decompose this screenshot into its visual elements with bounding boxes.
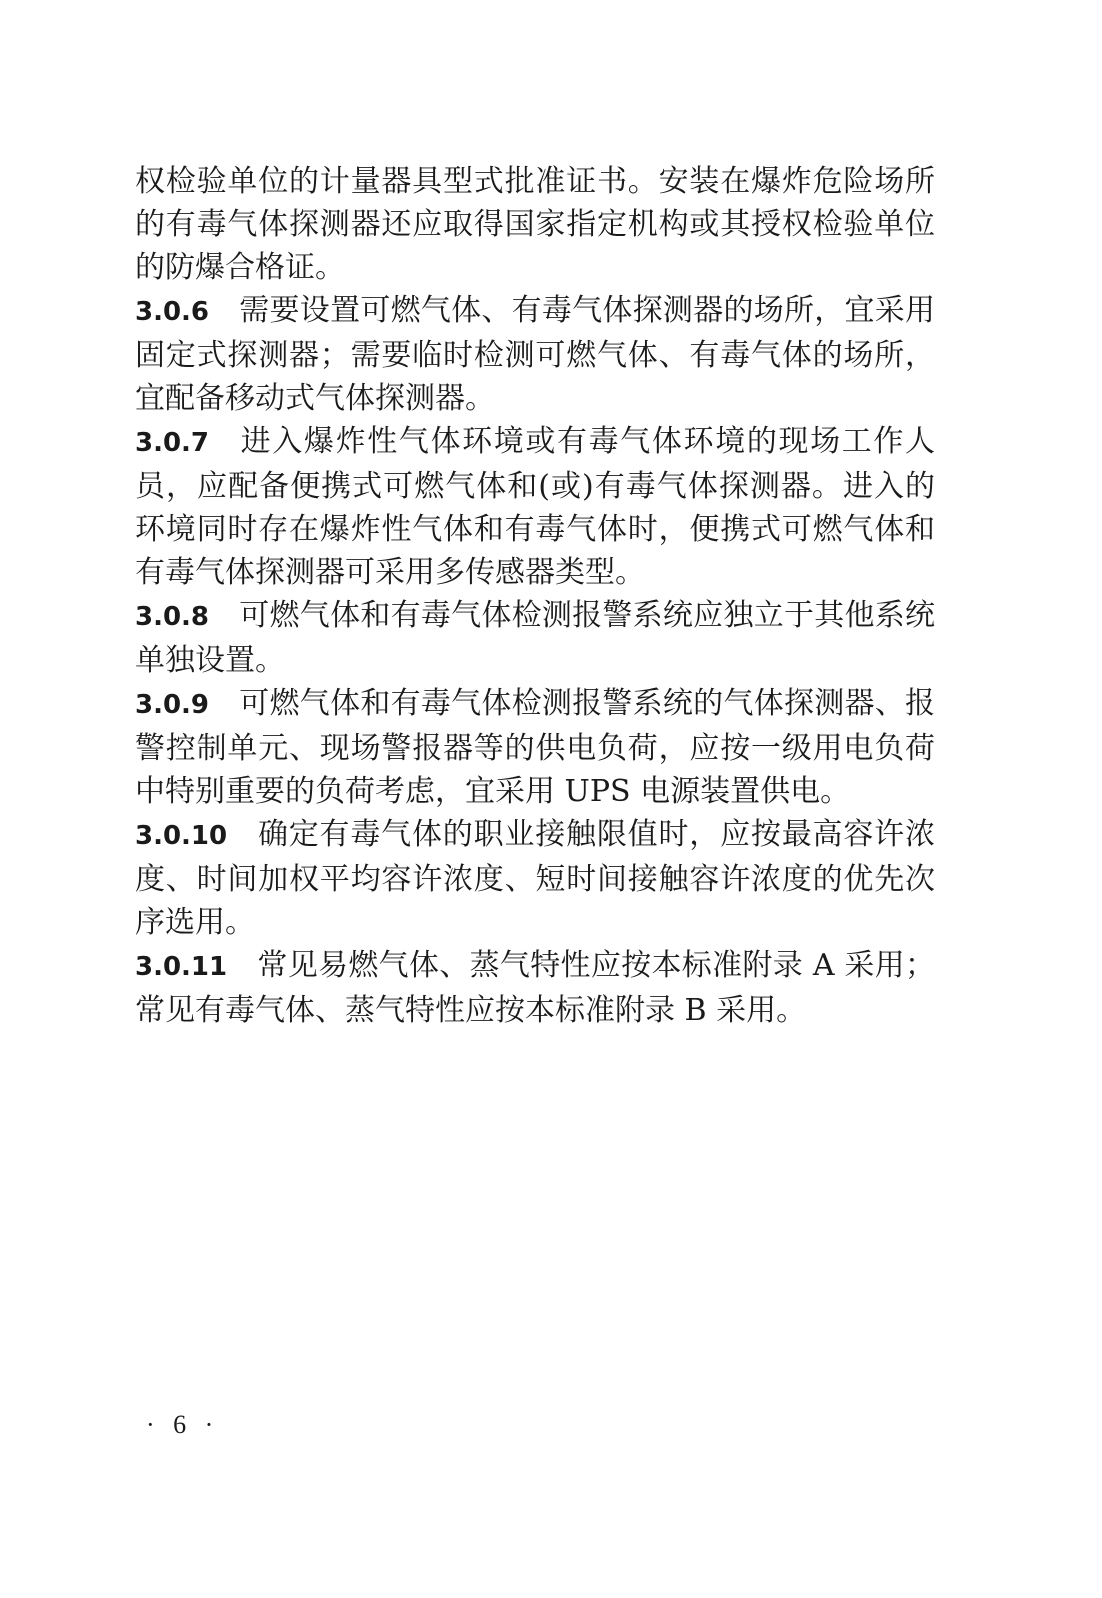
clause-number: 3.0.7 bbox=[135, 428, 210, 458]
clause-text: 确定有毒气体的职业接触限值时，应按最高容许浓度、时间加权平均容许浓度、短时间接触容许浓度的优先次序选用。 bbox=[135, 817, 935, 940]
clause-text: 需要设置可燃气体、有毒气体探测器的场所，宜采用固定式探测器；需要临时检测可燃气体、有毒气体的场所，宜配备移动式气体探测器。 bbox=[135, 293, 935, 416]
clause-3-0-7 bbox=[135, 420, 935, 594]
clause-3-0-10 bbox=[135, 813, 935, 944]
continuation-paragraph: 权检验单位的计量器具型式批准证书。安装在爆炸危险场所的有毒气体探测器还应取得国家指定机构或其授权检验单位的防爆合格证。 bbox=[135, 164, 935, 285]
clause-number: 3.0.8 bbox=[135, 602, 210, 632]
clause-text: 可燃气体和有毒气体检测报警系统的气体探测器、报警控制单元、现场警报器等的供电负荷，应按一级用电负荷中特别重要的负荷考虑，宜采用 UPS 电源装置供电。 bbox=[135, 686, 935, 809]
clause-3-0-6 bbox=[135, 289, 935, 420]
clause-3-0-11 bbox=[135, 944, 935, 1032]
clause-number: 3.0.10 bbox=[135, 821, 228, 851]
clause-3-0-9 bbox=[135, 682, 935, 813]
page-number: · 6 · bbox=[146, 1410, 220, 1439]
clause-3-0-8 bbox=[135, 594, 935, 682]
document-body bbox=[135, 160, 935, 1032]
clause-number: 3.0.9 bbox=[135, 690, 210, 720]
clause-number: 3.0.11 bbox=[135, 952, 228, 982]
clause-text: 进入爆炸性气体环境或有毒气体环境的现场工作人员，应配备便携式可燃气体和(或)有毒气体探测器。进入的环境同时存在爆炸性气体和有毒气体时，便携式可燃气体和有毒气体探测器可采用多传感器类型。 bbox=[135, 424, 935, 590]
clause-text: 可燃气体和有毒气体检测报警系统应独立于其他系统单独设置。 bbox=[135, 598, 935, 678]
clause-text: 常见易燃气体、蒸气特性应按本标准附录 A 采用；常见有毒气体、蒸气特性应按本标准附录 B 采用。 bbox=[135, 948, 935, 1028]
clause-number: 3.0.6 bbox=[135, 297, 210, 327]
